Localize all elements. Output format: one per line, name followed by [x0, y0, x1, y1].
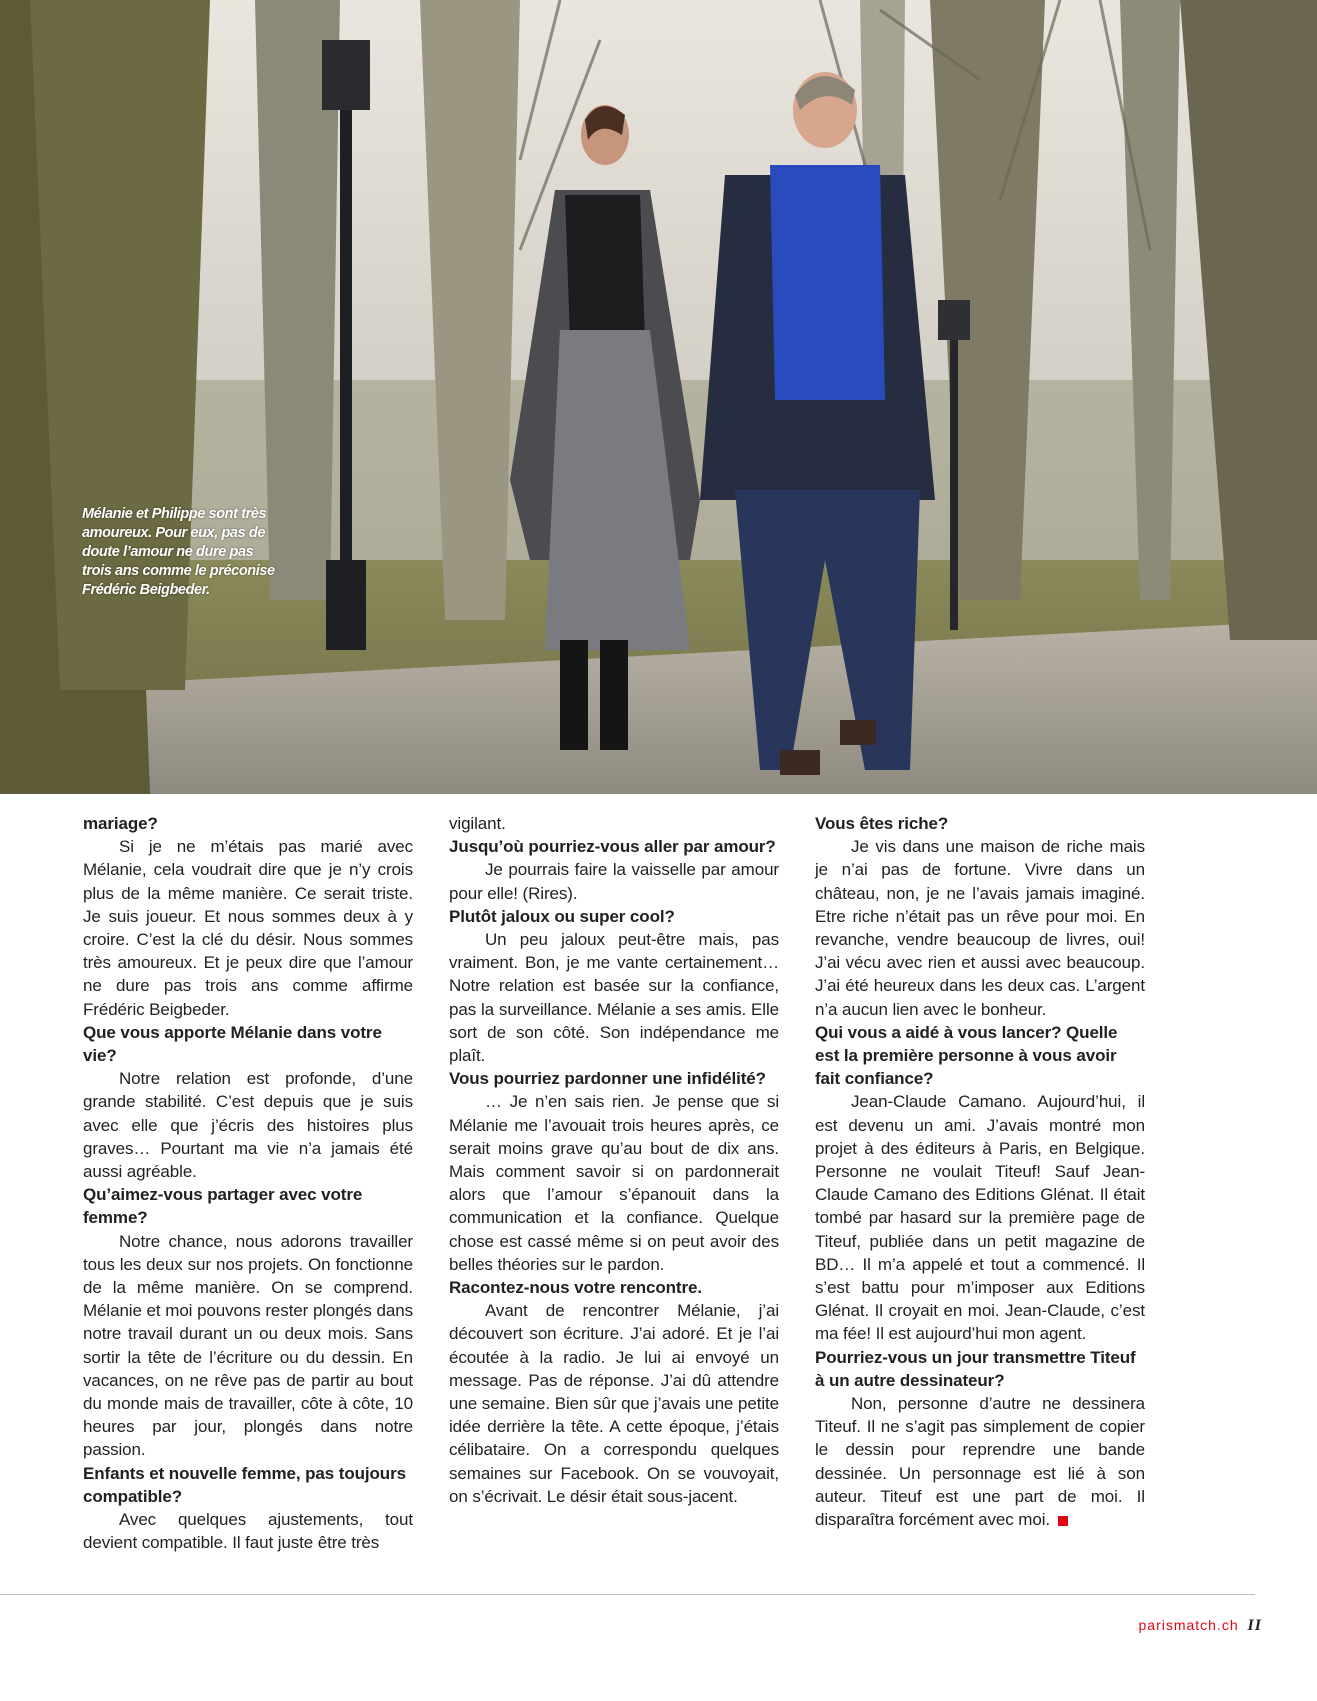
question-heading: Qu’aimez-vous partager avec votre femme? [83, 1185, 363, 1228]
photo-caption: Mélanie et Philippe sont très amoureux. Pour eux, pas de doute l’amour ne dure pas trois ans comme le préconise Frédéric Beigbeder. [82, 506, 275, 598]
answer-paragraph: Je pourrais faire la vaisselle par amour pour elle! (Rires). [449, 860, 779, 903]
answer-paragraph: Notre chance, nous adorons travailler tous les deux sur nos projets. On fonctionne de la même manière. On se comprend. Mélanie et moi pouvons rester plongés dans notre travail durant un ou deux mois. Sans sortir la tête de l’écriture ou du dessin. En vacances, on ne rêve pas de partir au bout du monde mais de travailler, côte à côte, 10 heures par jour, plongés dans notre passion. [83, 1231, 413, 1460]
end-of-article-square-icon [1058, 1516, 1068, 1526]
question-heading: Enfants et nouvelle femme, pas toujours compatible? [83, 1463, 406, 1506]
question-heading: Qui vous a aidé à vous lancer? Quelle est la première personne à vous avoir fait confiance? [815, 1022, 1118, 1089]
site-name: parismatch.ch [1138, 1617, 1239, 1633]
bottom-rule [0, 1594, 1255, 1595]
hero-photo [0, 0, 1317, 794]
text-column-1 [83, 812, 413, 1555]
text-column-3 [815, 812, 1145, 1531]
answer-paragraph: Jean-Claude Camano. Aujourd’hui, il est devenu un ami. J’avais montré mon projet à des éditeurs à Paris, en Belgique. Personne ne voulait Titeuf! Sauf Jean-Claude Camano des Editions Glénat. Il était tombé par hasard sur la première page de Titeuf, publiée dans un petit magazine de BD… Il m’a appelé et tout a commencé. Il s’est battu pour m’imposer aux Editions Glénat. Il croyait en moi. Jean-Claude, c’est ma fée! Il est aujourd’hui mon agent. [815, 1092, 1145, 1344]
answer-text: Non, personne d’autre ne dessinera Titeuf. Il ne s’agit pas simplement de copier le dessin pour reprendre une bande dessinée. Un personnage est lié à son auteur. Titeuf est une part de moi. Il disparaîtra forcément avec moi. [815, 1394, 1145, 1530]
answer-paragraph: … Je n’en sais rien. Je pense que si Mélanie me l’avouait trois heures après, ce serait moins grave qu’au bout de dix ans. Mais comment savoir si on pardonnerait alors que l’amour s’épanouit dans la communication et la confiance. Quelque chose est cassé même si on peut avoir des belles théories sur le pardon. [449, 1092, 779, 1274]
question-heading: Vous pourriez pardonner une infidélité? [449, 1069, 766, 1089]
page-number: II [1247, 1617, 1262, 1634]
question-heading: Racontez-nous votre rencontre. [449, 1278, 702, 1298]
continued-text: vigilant. [449, 814, 506, 833]
question-heading: Plutôt jaloux ou super cool? [449, 906, 675, 926]
question-heading: Pourriez-vous un jour transmettre Titeuf à un autre dessinateur? [815, 1347, 1136, 1390]
answer-paragraph: Un peu jaloux peut-être mais, pas vraiment. Bon, je me vante certainement… Notre relation est basée sur la confiance, pas la surveillance. Mélanie a ses amis. Elle sort de son côté. Son indépendance me plaît. [449, 930, 779, 1066]
question-heading: Jusqu’où pourriez-vous aller par amour? [449, 837, 776, 857]
question-heading: Vous êtes riche? [815, 814, 949, 833]
page-footer [1139, 1617, 1263, 1635]
text-column-2 [449, 812, 779, 1508]
answer-paragraph: Je vis dans une maison de riche mais je n’ai pas de fortune. Vivre dans un château, non, je ne l’avais jamais imaginé. Etre riche n’était pas un rêve pour moi. En revanche, vendre beaucoup de livres, oui! J’ai vécu avec rien et aussi avec beaucoup. J’ai été heureux dans les deux cas. L’argent n’a aucun lien avec le bonheur. [815, 837, 1145, 1019]
answer-paragraph: Avant de rencontrer Mélanie, j’ai découvert son écriture. J’ai adoré. Et je l’ai écoutée à la radio. Je lui ai envoyé un message. Pas de réponse. J’ai dû attendre une semaine. Bien sûr que j’avais une petite idée derrière la tête. A cette époque, j’étais célibataire. On a correspondu quelques semaines sur Facebook. On se vouvoyait, on s’écrivait. Le désir était sous-jacent. [449, 1301, 779, 1506]
answer-paragraph: Avec quelques ajustements, tout devient compatible. Il faut juste être très [83, 1510, 413, 1553]
question-heading: Que vous apporte Mélanie dans votre vie? [83, 1022, 382, 1066]
answer-paragraph [815, 1392, 1145, 1531]
answer-paragraph: Notre relation est profonde, d’une grande stabilité. C’est depuis que je suis avec elle que j’écris des histoires plus graves… Pourtant ma vie n’a jamais été aussi agréable. [83, 1069, 413, 1182]
answer-paragraph: Si je ne m’étais pas marié avec Mélanie, cela voudrait dire que je n’y crois plus de la même manière. Ce serait triste. Je suis joueur. Et nous sommes deux à y croire. C’est la clé du désir. Nous sommes très amoureux. Et je peux dire que l’amour ne dure pas trois ans comme affirme Frédéric Beigbeder. [83, 837, 413, 1019]
question-heading: mariage? [83, 814, 158, 833]
